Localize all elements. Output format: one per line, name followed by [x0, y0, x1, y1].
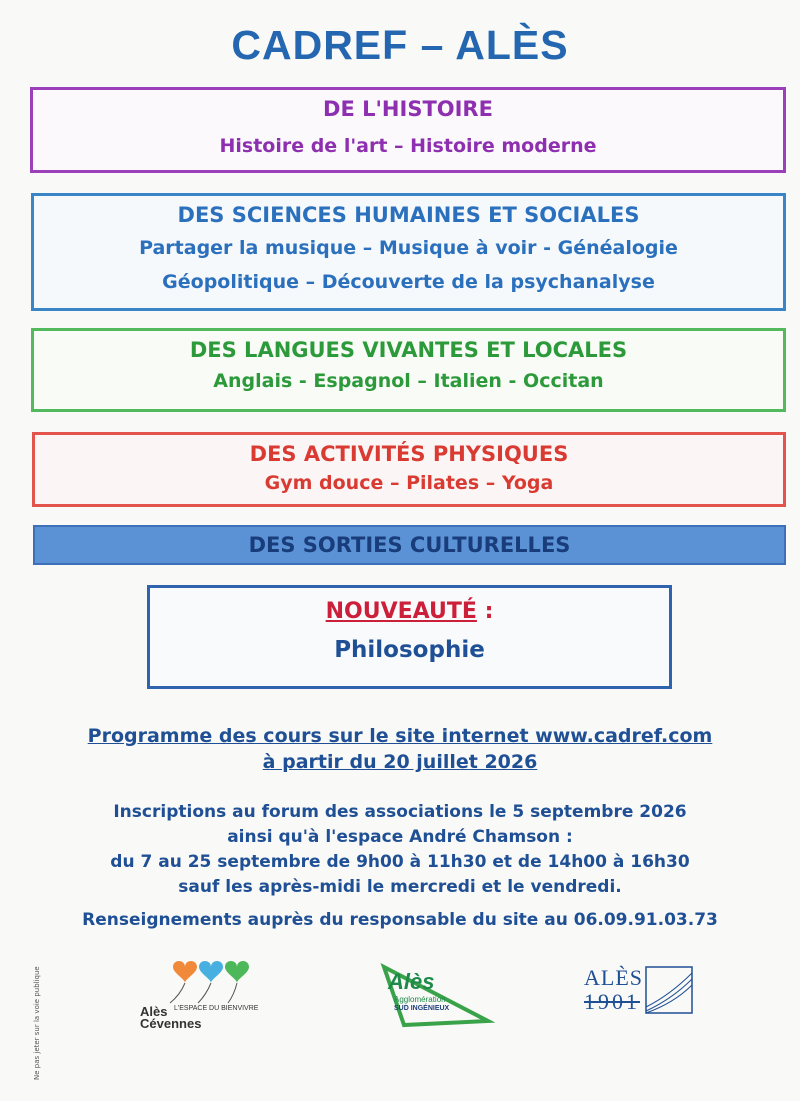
page-title: CADREF – ALÈS	[231, 22, 569, 68]
logo-tagline: SUD INGÉNIEUX	[394, 1005, 450, 1012]
section-heading: DES SORTIES CULTURELLES	[248, 533, 571, 557]
section-heading: DES SCIENCES HUMAINES ET SOCIALES	[177, 203, 640, 227]
ales-agglomeration-logo	[380, 963, 495, 1029]
logo-text: Cévennes	[140, 1016, 202, 1031]
section-langues	[31, 328, 786, 412]
renseignements-info: Renseignements auprès du responsable du site au 06.09.91.03.73	[82, 910, 718, 930]
programme-info	[0, 723, 800, 775]
nouveaute-label: NOUVEAUTÉ	[325, 599, 477, 624]
logo-text: ALÈS	[584, 965, 643, 990]
logo-tagline: L'ESPACE DU BIENVIVRE	[174, 1005, 259, 1012]
logo-text: Alès	[140, 1004, 168, 1019]
section-histoire	[30, 87, 786, 173]
ales-cevennes-logo	[140, 955, 280, 1030]
inscriptions-line: sauf les après-midi le mercredi et le vendredi.	[178, 877, 622, 897]
hearts-icon	[140, 955, 280, 1005]
logo-text: Alès	[388, 969, 435, 994]
section-line: Partager la musique – Musique à voir - Généalogie	[139, 237, 678, 259]
inscriptions-line: Inscriptions au forum des associations le 5 septembre 2026	[113, 802, 687, 822]
waves-icon	[580, 965, 700, 1025]
side-note: Ne pas jeter sur la voie publique	[33, 966, 41, 1080]
programme-line1[interactable]: Programme des cours sur le site internet www.cadref.com	[87, 725, 713, 747]
section-sciences	[31, 193, 786, 311]
section-heading: DES ACTIVITÉS PHYSIQUES	[249, 442, 569, 466]
logo-text: Agglomération	[394, 995, 446, 1004]
section-sorties	[33, 525, 786, 565]
section-line: Géopolitique – Découverte de la psychanalyse	[162, 271, 655, 293]
section-heading: DE L'HISTOIRE	[323, 97, 493, 121]
inscriptions-line: du 7 au 25 septembre de 9h00 à 11h30 et de 14h00 à 16h30	[110, 852, 690, 872]
inscriptions-line: ainsi qu'à l'espace André Chamson :	[227, 827, 573, 847]
logo-text: 1901	[584, 989, 640, 1014]
section-line: Histoire de l'art – Histoire moderne	[219, 135, 597, 157]
section-activites	[32, 432, 786, 507]
nouveaute-item: Philosophie	[334, 637, 485, 663]
nouveaute-box	[147, 585, 672, 689]
programme-line2: à partir du 20 juillet 2026	[262, 751, 538, 773]
section-line: Gym douce – Pilates – Yoga	[264, 472, 554, 494]
section-heading: DES LANGUES VIVANTES ET LOCALES	[189, 338, 628, 362]
inscriptions-info	[0, 800, 800, 900]
nouveaute-colon: :	[476, 599, 494, 624]
nouveaute-heading	[150, 598, 669, 626]
ales-1901-logo	[580, 965, 700, 1025]
section-line: Anglais - Espagnol – Italien - Occitan	[213, 370, 604, 392]
